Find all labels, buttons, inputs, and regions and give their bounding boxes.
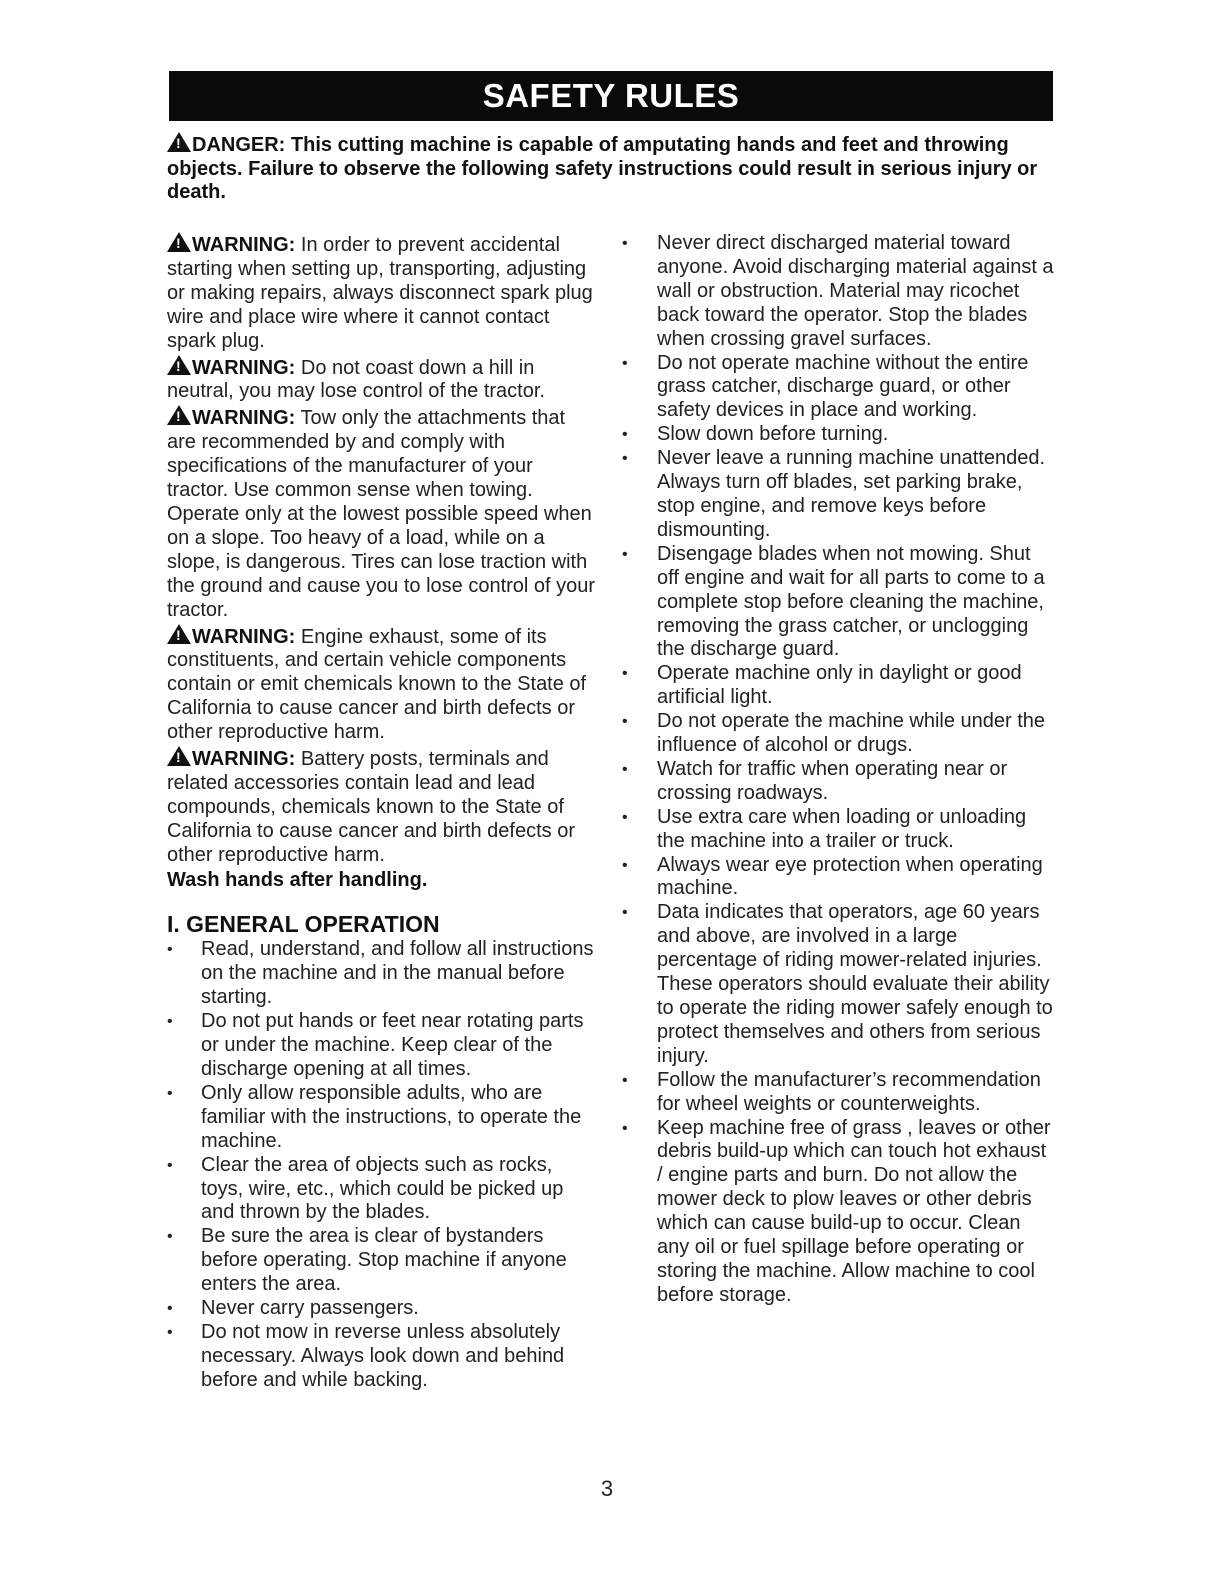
warning-label: WARNING: <box>192 234 296 256</box>
list-item: • Do not operate the machine while under the influence of alcohol or drugs. <box>622 710 1054 758</box>
warning-triangle-icon <box>167 746 191 766</box>
list-item: • Never carry passengers. <box>167 1297 599 1321</box>
list-item: • Follow the manufacturer’s recommendation for wheel weights or counterweights. <box>622 1069 1054 1117</box>
warning-triangle-icon <box>167 232 191 252</box>
warning-text: In order to prevent accidental starting when setting up, transporting, adjusting or making repairs, always disconnect spark plug wire and place wire where it cannot contact spark plug. <box>167 234 593 352</box>
general-operation-list-left <box>167 938 599 1392</box>
danger-label: DANGER: <box>192 134 286 156</box>
list-item: • Watch for traffic when operating near or crossing roadways. <box>622 758 1054 806</box>
warning-label: WARNING: <box>192 356 296 379</box>
list-item: • Do not mow in reverse unless absolutely necessary. Always look down and behind before and while backing. <box>167 1321 599 1393</box>
list-item: • Be sure the area is clear of bystanders before operating. Stop machine if anyone enters the area. <box>167 1225 599 1297</box>
list-item: • Do not put hands or feet near rotating parts or under the machine. Keep clear of the discharge opening at all times. <box>167 1010 599 1082</box>
list-item: • Always wear eye protection when operating machine. <box>622 854 1054 902</box>
warning-label: WARNING: <box>192 748 296 771</box>
page-number: 3 <box>600 1476 614 1501</box>
list-item: • Never leave a running machine unattended. Always turn off blades, set parking brake, stop engine, and remove keys before dismounting. <box>622 447 1054 543</box>
warning-label: WARNING: <box>192 625 296 648</box>
list-item: • Operate machine only in daylight or good artificial light. <box>622 662 1054 710</box>
section-title: I. GENERAL OPERATION <box>167 911 440 938</box>
list-item: • Do not operate machine without the entire grass catcher, discharge guard, or other safety devices in place and working. <box>622 352 1054 424</box>
right-column <box>622 232 1054 1308</box>
list-item: • Read, understand, and follow all instructions on the machine and in the manual before starting. <box>167 938 599 1010</box>
warning-text: Tow only the attachments that are recommended by and comply with specifications of the manufacturer of your tractor. Use common sense when towing. Operate only at the lowest possible speed when on a slope. Too heavy of a load, while on a slope, is dangerous. Tires can lose traction with the ground and cause you to lose control of your tractor. <box>167 407 596 621</box>
warning-triangle-icon <box>167 132 191 152</box>
warning-label: WARNING: <box>192 407 296 430</box>
list-item: • Disengage blades when not mowing. Shut off engine and wait for all parts to come to a complete stop before cleaning the machine, removing the grass catcher, or unclogging the discharge guard. <box>622 543 1054 663</box>
warning-paragraph <box>167 624 599 746</box>
list-item: • Use extra care when loading or unloading the machine into a trailer or truck. <box>622 806 1054 854</box>
danger-text: This cutting machine is capable of amputating hands and feet and throwing objects. Failure to observe the following safety instructions could result in serious injury or death. <box>167 134 1038 203</box>
warning-text: Battery posts, terminals and related accessories contain lead and lead compounds, chemicals known to the State of California to cause cancer and birth defects or other reproductive harm. <box>167 748 575 866</box>
list-item: • Only allow responsible adults, who are familiar with the instructions, to operate the machine. <box>167 1082 599 1154</box>
warning-paragraph <box>167 232 599 354</box>
list-item: • Clear the area of objects such as rocks, toys, wire, etc., which could be picked up and thrown by the blades. <box>167 1154 599 1226</box>
warning-triangle-icon <box>167 624 191 644</box>
warning-triangle-icon <box>167 405 191 425</box>
list-item: • Keep machine free of grass , leaves or other debris build-up which can touch hot exhaust / engine parts and burn. Do not allow the mower deck to plow leaves or other debris which can cause build-up to occur. Clean any oil or fuel spillage before operating or storing the machine. Allow machine to cool before storage. <box>622 1117 1054 1308</box>
warning-text: Do not coast down a hill in neutral, you may lose control of the tractor. <box>167 356 545 403</box>
wash-hands-notice: Wash hands after handling. <box>167 868 428 891</box>
list-item: • Never direct discharged material toward anyone. Avoid discharging material against a wall or obstruction. Material may ricochet back toward the operator. Stop the blades when crossing gravel surfaces. <box>622 232 1054 352</box>
danger-notice <box>167 132 1057 205</box>
list-item: • Data indicates that operators, age 60 years and above, are involved in a large percentage of riding mower-related injuries. These operators should evaluate their ability to operate the riding mower safely enough to protect themselves and others from serious injury. <box>622 901 1054 1068</box>
page-title: SAFETY RULES <box>169 71 1053 121</box>
warning-paragraph <box>167 746 599 868</box>
general-operation-list-right <box>622 232 1054 1308</box>
warning-triangle-icon <box>167 355 191 375</box>
list-item: • Slow down before turning. <box>622 423 1054 447</box>
warning-text: Engine exhaust, some of its constituents, and certain vehicle components contain or emit chemicals known to the State of California to cause cancer and birth defects or other reproductive harm. <box>167 625 587 744</box>
warning-paragraph <box>167 405 599 622</box>
warning-paragraph <box>167 355 599 405</box>
left-column <box>167 232 599 1393</box>
